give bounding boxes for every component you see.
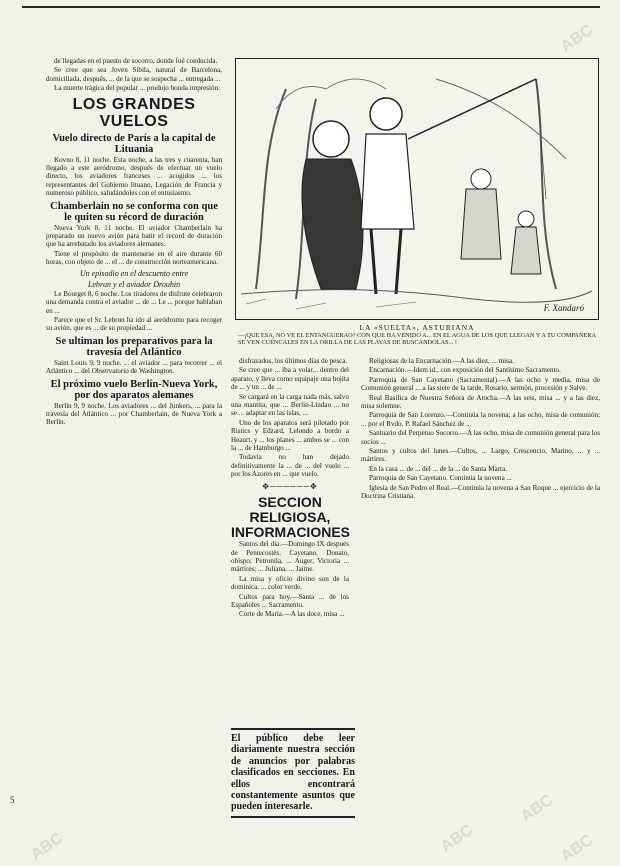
article-paragraph: Uno de los aparatos será pilotado por Ristics y Edzard, Lelondo a bordo a Heaurt, y ... los planes ... ambos se ... con la ... de Hamburgo ... — [231, 418, 349, 453]
headline-seccion-religiosa: SECCION RELIGIOSA, INFORMACIONES — [231, 494, 350, 541]
column-2 — [231, 357, 349, 620]
watermark: ABC — [27, 829, 67, 864]
article-paragraph: Saint Louis 9, 9 noche. ... el aviador ... para recorrer ... el Atlántico ... del Observatorio de Washington. — [46, 358, 222, 376]
article-paragraph: Kovno 8, 11 noche. Esta noche, a las tres y cuarenta, han llegado a este aeródromo, después de efectuar un vuelo directo, los aviadores franceses ... acogidos ... los representantes del Gobierno lituano, Legación de Francia y numeroso público, saludándoles con el entusiasmo. — [46, 155, 222, 198]
article-paragraph: Santos del día.—Domingo IX después de Pentecostés. Cayetano, Donato, obispo; Petronila, ... Auger, Victoria ... mártires; ... Juliana, ... Jaime. — [231, 540, 349, 574]
article-paragraph: Se cargará en la carga nada más, salvo una mantita, que ... Berlin-Lindau ... no se ... adaptar en las islas, ... — [231, 392, 349, 418]
article-paragraph: Corte de María.—A las doce, misa ... — [239, 610, 345, 619]
cartoon-caption-text: —¡QUE ESA, NO VE EL ENTANGUERAO? CON QUE HA VENIDO A... EN EL AGUA DE LOS QUE LLEGAN Y A TU COMPAÑERA SE VEN CUÉNCALES EN LA ORILLA DE LAS PLAYAS DE BUSCANDOLAS... ! — [238, 332, 596, 347]
column-1 — [46, 57, 222, 428]
headline-grandes-vuelos: LOS GRANDES VUELOS — [72, 95, 196, 130]
cartoon-illustration — [235, 58, 599, 320]
headline-episodio: Un episodio en el descuento entre — [79, 268, 189, 278]
top-rule — [22, 6, 600, 8]
article-paragraph: La misa y oficio divino son de la dominica. ... color verde. — [231, 574, 349, 592]
article-paragraph: Parroquia de San Cayetano (Sacramental).—A las ocho y media, misa de Comunión general ... a las siete de la tarde, Rosario, sermón, procesión y Salve. — [361, 375, 600, 393]
article-paragraph: Le Bourget 8, 6 noche. Los tiradores de disfrute celebraron una demanda contra el aviador ... de ... Le ... porque hablaban en ... — [46, 289, 222, 315]
page-number: 5 — [10, 795, 15, 805]
article-paragraph: Parroquia de San Cayetano. Continúa la novena ... — [369, 474, 512, 483]
article-paragraph: Real Basílica de Nuestra Señora de Atocha.—A las seis, misa ... y a las diez, misa solemne. — [361, 393, 600, 411]
watermark: ABC — [557, 831, 597, 866]
lead-paragraph: de llegadas en el puesto de socorro, donde fué conducida. — [54, 57, 218, 65]
article-paragraph: Tiene el propósito de mantenerse en el aire durante 60 horas, con objeto de ... el ... de construcción norteamericana. — [46, 249, 222, 267]
article-paragraph: Nueva York 8, 11 noche. El aviador Chamberlain ha preparado un nuevo avión para batir el record de duración que ha arrebatado los aviadores alemanes. — [46, 223, 222, 249]
article-paragraph: Iglesia de San Pedro el Real.—Continúa la novena a San Roque ... ejercicio de la Doctrina Cristiana. — [361, 483, 600, 501]
cartoon-drawing — [236, 59, 597, 318]
watermark: ABC — [517, 791, 557, 826]
article-paragraph: Religiosas de la Encarnación.—A las diez, ... misa. — [369, 357, 514, 365]
section-divider: ✥──────✥ — [262, 481, 318, 491]
headline-berlin-nueva-york: El próximo vuelo Berlín-Nueva York, por dos aparatos alemanes — [50, 378, 218, 401]
article-paragraph: Cultos para hoy.—Santa ... de los Españoles ... Sacramento. — [231, 592, 349, 609]
article-paragraph: disfrazados, los últimos días de pesca. — [239, 357, 348, 365]
headline-atlantico: Se ultiman los preparativos para la travesía del Atlántico — [55, 335, 213, 358]
headline-chamberlain: Chamberlain no se conforma con que le quiten su récord de duración — [50, 200, 218, 223]
article-paragraph: Berlín 9, 9 noche. Los aviadores ... del Junkers, ... para la travesía del Atlántico ... por Chamberlain, de Nueva York a Berlín. — [46, 401, 222, 427]
article-paragraph: Todavía no han dejado definitivamente la ... de ... del vuelo ... por los Azores en ... que vuelo. — [231, 453, 349, 479]
cartoon-caption-title: LA «SUELTA», ASTURIANA — [359, 323, 475, 332]
article-paragraph: Parroquia de San Lorenzo.—Continúa la novena; a las ocho, misa de comunión; ... por el Rvdo. P. Rafael Sánchez de ... — [361, 411, 600, 428]
watermark: ABC — [437, 821, 477, 856]
article-paragraph: Santuario del Perpetuo Socorro.—A las ocho, misa de comunión general para los socios ... — [361, 429, 600, 446]
article-paragraph: Santos y cultos del lunes.—Cultos, ... Largo, Crescencio, Marino, ... y ... mártires. — [361, 447, 600, 464]
column-3 — [361, 357, 600, 502]
lead-paragraph: Se cree que sea Joven Sibila, natural de Barcelona, domiciliada, después, ... de la que se sospecha ... entregada ... — [46, 66, 222, 83]
lead-paragraph: La muerte trágica del popular ... produjo honda impresión. — [54, 84, 220, 93]
subheadline-drouhin: Lebrun y el aviador Drouhin — [87, 279, 181, 289]
ad-notice-box: El público debe leer diariamente nuestra sección de anuncios por palabras clasificados en secciones. En ellos encontrará constantemente asuntos que pueden interesarle. — [231, 728, 355, 818]
article-paragraph: En la casa ... de ... del ... de la ... de Santa Marta. — [369, 464, 507, 473]
cartoon-signature: F. Xandaró — [543, 303, 584, 313]
article-paragraph: Encarnación.—Idem id., con exposición del Santísimo Sacramento. — [369, 366, 561, 375]
article-paragraph: Se cree que ... iba a volar... dentro del aparato, y lleva como equipaje una hojita de ... y un ... de ... — [231, 366, 349, 392]
watermark: ABC — [557, 21, 597, 56]
article-paragraph: Parece que el Sr. Lebrun ha ido al aeródromo para recoger su avión, que es ... de su propiedad ... — [46, 315, 222, 333]
subheadline-paris-lituania: Vuelo directo de París a la capital de Lituania — [52, 132, 216, 155]
